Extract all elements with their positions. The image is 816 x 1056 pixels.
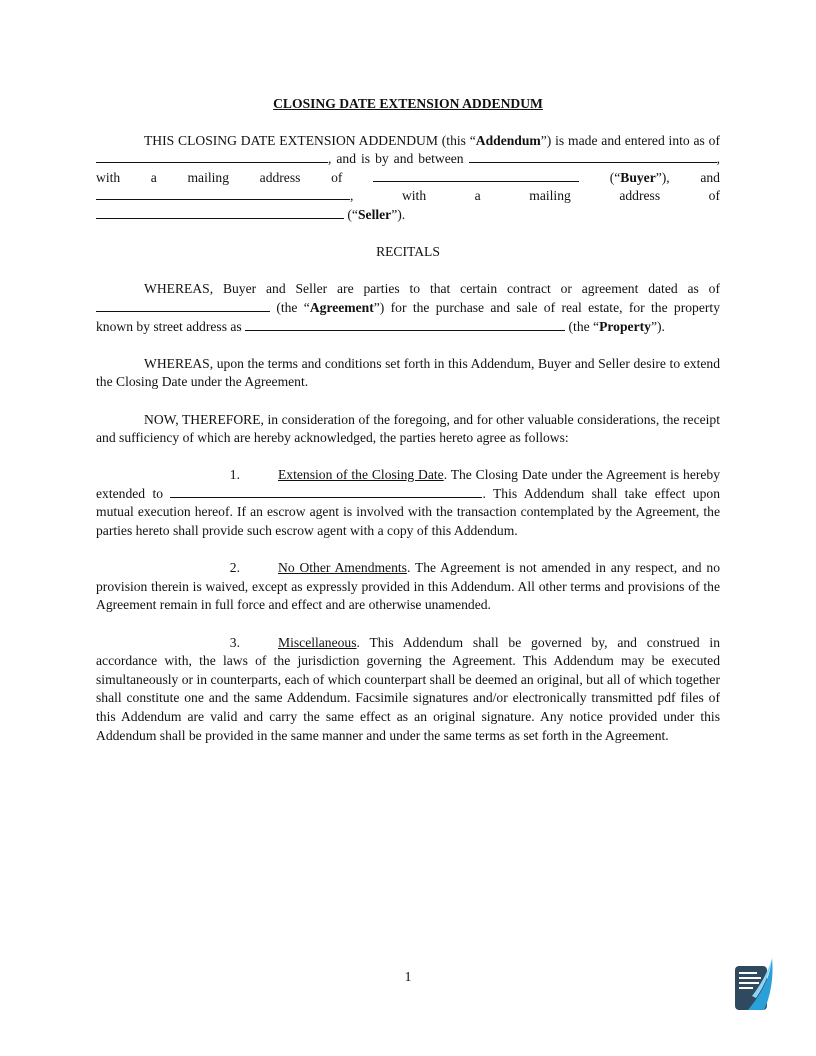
- seller-address-blank[interactable]: [96, 206, 344, 219]
- section-number: 3.: [229, 634, 240, 650]
- seller-name-blank[interactable]: [96, 187, 350, 200]
- addendum-term: Addendum: [475, 132, 541, 148]
- property-address-blank[interactable]: [245, 318, 565, 331]
- intro-paragraph: THIS CLOSING DATE EXTENSION ADDENDUM (this “Addendum”) is made and entered into as of , and is by and between , with a mailing address of (“Buyer”), and , with a mailing address of (“Seller”).: [96, 132, 720, 222]
- section-1: 1. Extension of the Closing Date. The Closing Date under the Agreement is hereby extended to . This Addendum shall take effect upon mutual execution hereof. If an escrow agent is involved with the transaction contemplated by the Agreement, the parties hereto shall provide such escrow agent with a copy of this Addendum.: [96, 467, 721, 539]
- page-number: 1: [404, 970, 412, 985]
- document-title: CLOSING DATE EXTENSION ADDENDUM: [273, 96, 543, 111]
- whereas-paragraph-1: WHEREAS, Buyer and Seller are parties to that certain contract or agreement dated as of (the “Agreement”) for the purchase and sale of real estate, for the property known by street address as (the “Property”).: [96, 281, 720, 334]
- agreement-date-blank[interactable]: [96, 299, 270, 312]
- date-blank[interactable]: [96, 150, 328, 163]
- new-closing-date-blank[interactable]: [170, 485, 482, 498]
- property-term: Property: [599, 318, 651, 334]
- recitals-heading: RECITALS: [376, 244, 440, 260]
- document-logo-icon: [734, 956, 774, 1012]
- section-heading: Miscellaneous: [278, 634, 357, 650]
- section-2: 2. No Other Amendments. The Agreement is not amended in any respect, and no provision therein is waived, except as expressly provided in this Addendum. All other terms and provisions of the Agreement remain in full force and effect and are otherwise unamended.: [96, 560, 720, 613]
- agreement-term: Agreement: [309, 299, 374, 315]
- seller-term: Seller: [357, 206, 392, 222]
- buyer-term: Buyer: [620, 169, 656, 185]
- whereas-paragraph-2: WHEREAS, upon the terms and conditions set forth in this Addendum, Buyer and Seller desire to extend the Closing Date under the Agreement.: [96, 355, 720, 390]
- section-number: 2.: [229, 560, 240, 576]
- section-3: 3. Miscellaneous. This Addendum shall be governed by, and construed in accordance with, the laws of the jurisdiction governing the Agreement. This Addendum may be executed simultaneously or in counterparts, each of which counterpart shall be deemed an original, but all of which together shall constitute one and the same Addendum. Facsimile signatures and/or electronically transmitted pdf files of this Addendum are valid and carry the same effect as an original signature. Any notice provided under this Addendum shall be provided in the same manner and under the same terms as set forth in the Agreement.: [96, 634, 720, 743]
- section-heading: No Other Amendments: [278, 560, 407, 576]
- now-therefore-paragraph: NOW, THEREFORE, in consideration of the foregoing, and for other valuable considerations, the receipt and sufficiency of which are hereby acknowledged, the parties hereto agree as follows:: [96, 411, 720, 446]
- buyer-name-blank[interactable]: [469, 150, 717, 163]
- document-page: [96, 95, 720, 745]
- buyer-address-blank[interactable]: [373, 169, 579, 182]
- section-number: 1.: [229, 467, 240, 483]
- section-heading: Extension of the Closing Date: [278, 467, 444, 483]
